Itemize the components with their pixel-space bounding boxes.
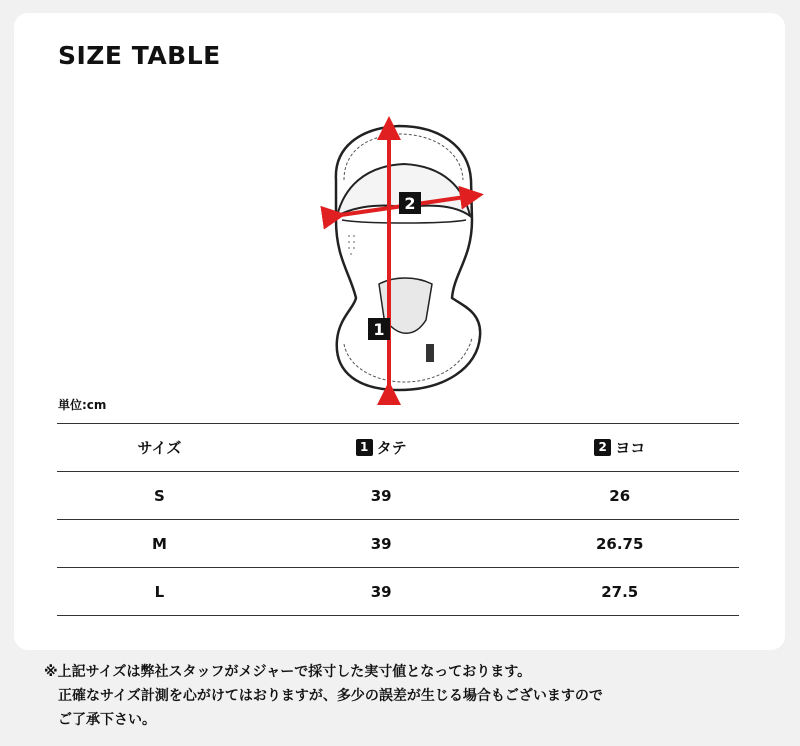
- table-row: [57, 520, 739, 568]
- column-header-tate: 1 タテ: [262, 424, 501, 472]
- cell-size: L: [57, 568, 262, 616]
- disclaimer-notes: [44, 660, 603, 732]
- cell-yoko: 26.75: [500, 520, 739, 568]
- column-header-size: サイズ: [57, 424, 262, 472]
- cell-tate: 39: [262, 472, 501, 520]
- table-row: [57, 472, 739, 520]
- note-line-1: ※上記サイズは弊社スタッフがメジャーで採寸した実寸値となっております。: [44, 664, 532, 680]
- table-row: [57, 568, 739, 616]
- size-table: [57, 423, 739, 616]
- cell-tate: 39: [262, 520, 501, 568]
- unit-label: 単位:cm: [58, 398, 107, 412]
- table-header-row: [57, 424, 739, 472]
- note-line-3: ご了承下さい。: [58, 712, 156, 728]
- page-title: SIZE TABLE: [58, 41, 221, 70]
- cell-yoko: 26: [500, 472, 739, 520]
- cell-yoko: 27.5: [500, 568, 739, 616]
- badge-1: 1: [356, 439, 373, 456]
- marker-2: 2: [404, 194, 416, 213]
- badge-2: 2: [594, 439, 611, 456]
- cell-size: S: [57, 472, 262, 520]
- marker-1: 1: [373, 320, 385, 339]
- cell-tate: 39: [262, 568, 501, 616]
- size-table-card: [14, 13, 785, 650]
- note-line-2: 正確なサイズ計測を心がけてはおりますが、多少の誤差が生じる場合もございますので: [58, 688, 603, 704]
- balaclava-icon: [304, 108, 504, 408]
- cell-size: M: [57, 520, 262, 568]
- column-header-yoko: 2 ヨコ: [500, 424, 739, 472]
